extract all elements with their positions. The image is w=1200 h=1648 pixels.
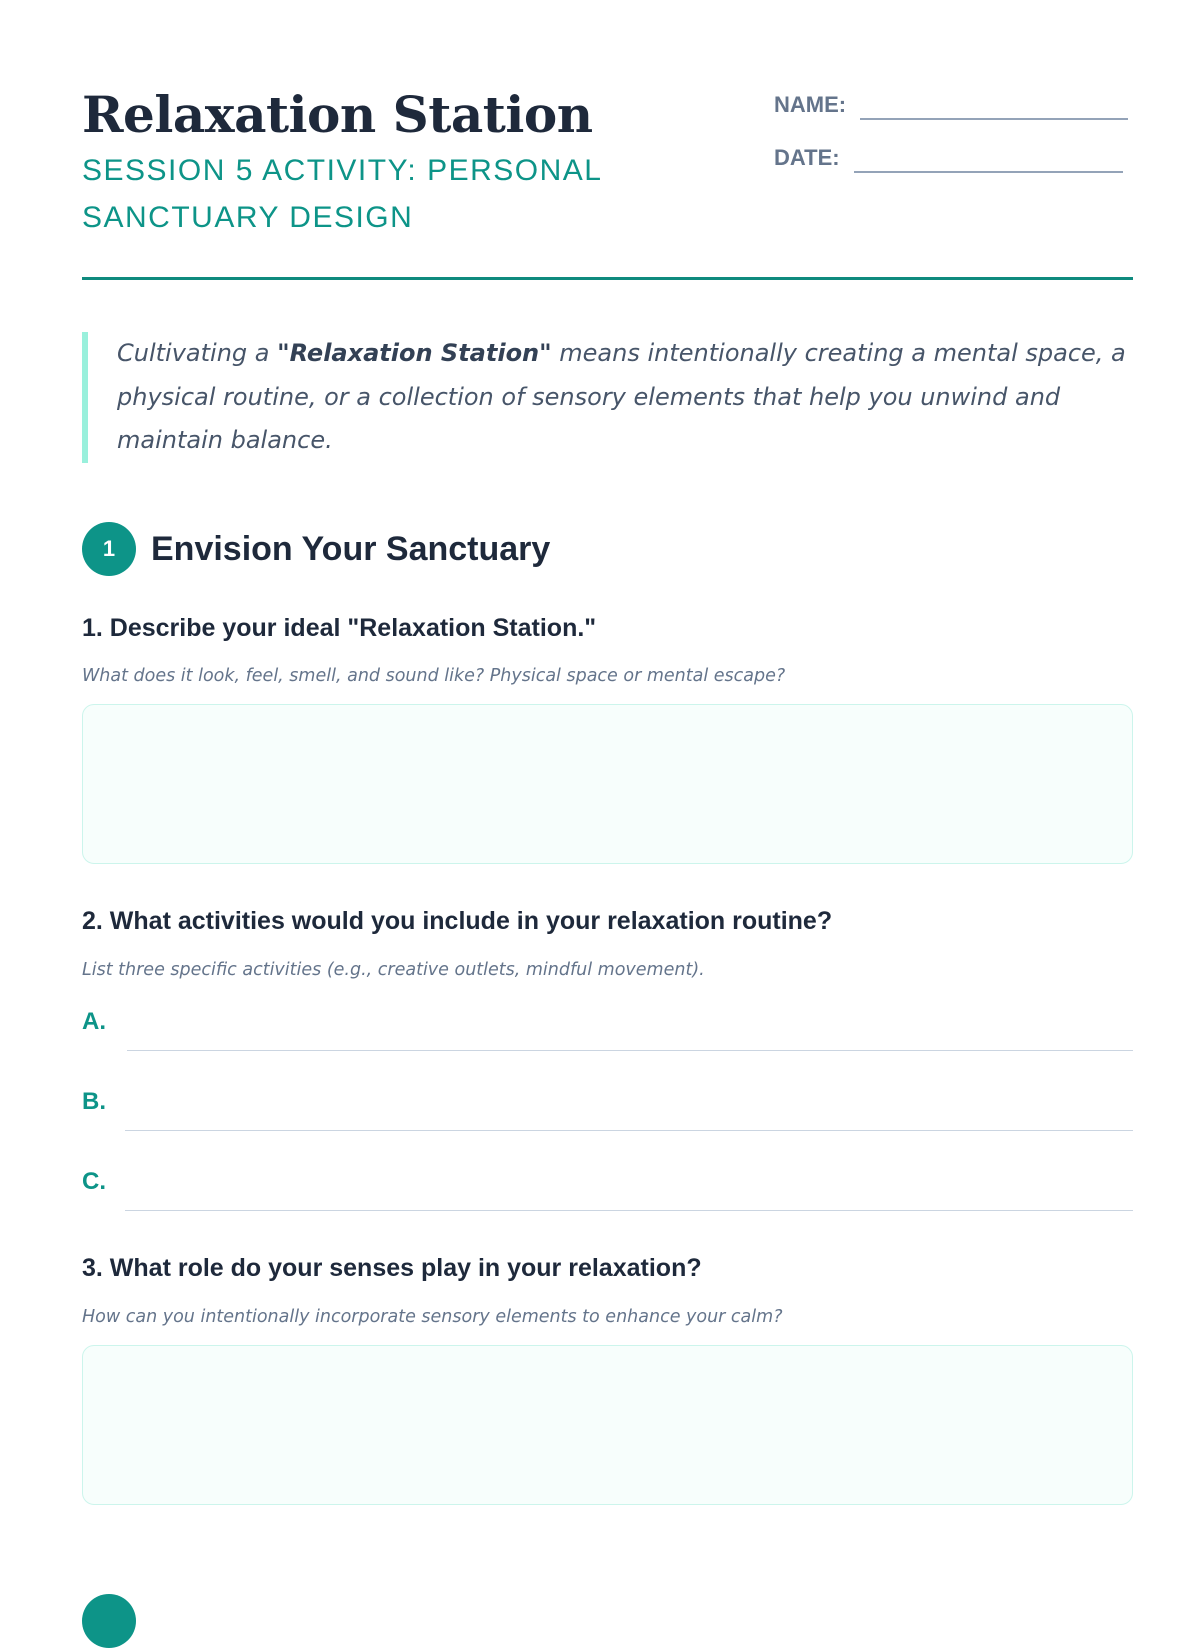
name-label: NAME: bbox=[774, 92, 847, 117]
header-divider bbox=[82, 277, 1133, 280]
name-write-line[interactable] bbox=[860, 84, 1128, 120]
intro-quote bbox=[82, 332, 1133, 463]
section-number-badge: 1 bbox=[82, 522, 136, 576]
next-section-badge bbox=[82, 1594, 136, 1648]
worksheet-page bbox=[82, 0, 1133, 1327]
question-1: 1. Describe your ideal "Relaxation Station." bbox=[82, 614, 597, 642]
activity-line-b bbox=[82, 1087, 1133, 1131]
activity-line-c bbox=[82, 1167, 1133, 1211]
question-3-answer-box[interactable] bbox=[82, 1345, 1133, 1505]
intro-text-prefix: Cultivating a bbox=[117, 339, 278, 367]
activity-letter-c: C. bbox=[82, 1168, 106, 1195]
activity-write-line-b[interactable] bbox=[125, 1130, 1133, 1131]
activity-write-line-c[interactable] bbox=[125, 1210, 1133, 1211]
question-3-hint: How can you intentionally incorporate sensory elements to enhance your calm? bbox=[82, 1307, 783, 1327]
section-title: Envision Your Sanctuary bbox=[151, 529, 551, 568]
name-field-row bbox=[774, 84, 1128, 120]
date-field-row bbox=[774, 137, 1123, 173]
question-2: 2. What activities would you include in your relaxation routine? bbox=[82, 907, 833, 935]
activity-line-a bbox=[82, 1007, 1133, 1051]
date-label: DATE: bbox=[774, 145, 840, 170]
worksheet-header bbox=[82, 0, 1133, 285]
activity-letter-a: A. bbox=[82, 1008, 106, 1035]
activity-write-line-a[interactable] bbox=[127, 1050, 1133, 1051]
intro-text-suffix: means intentionally creating a mental space, a physical routine, or a collection of sensory elements that help you unwind and maintain balance. bbox=[117, 339, 1126, 454]
question-3: 3. What role do your senses play in your relaxation? bbox=[82, 1254, 702, 1282]
activity-letter-b: B. bbox=[82, 1088, 106, 1115]
worksheet-subtitle: SESSION 5 ACTIVITY: PERSONAL SANCTUARY DESIGN bbox=[82, 154, 602, 234]
intro-highlight: "Relaxation Station" bbox=[277, 339, 552, 367]
question-1-hint: What does it look, feel, smell, and sound like? Physical space or mental escape? bbox=[82, 666, 786, 686]
question-1-answer-box[interactable] bbox=[82, 704, 1133, 864]
section-1-header bbox=[82, 522, 550, 576]
question-2-hint: List three specific activities (e.g., creative outlets, mindful movement). bbox=[82, 960, 705, 980]
worksheet-title: Relaxation Station bbox=[82, 85, 593, 144]
date-write-line[interactable] bbox=[854, 137, 1123, 173]
